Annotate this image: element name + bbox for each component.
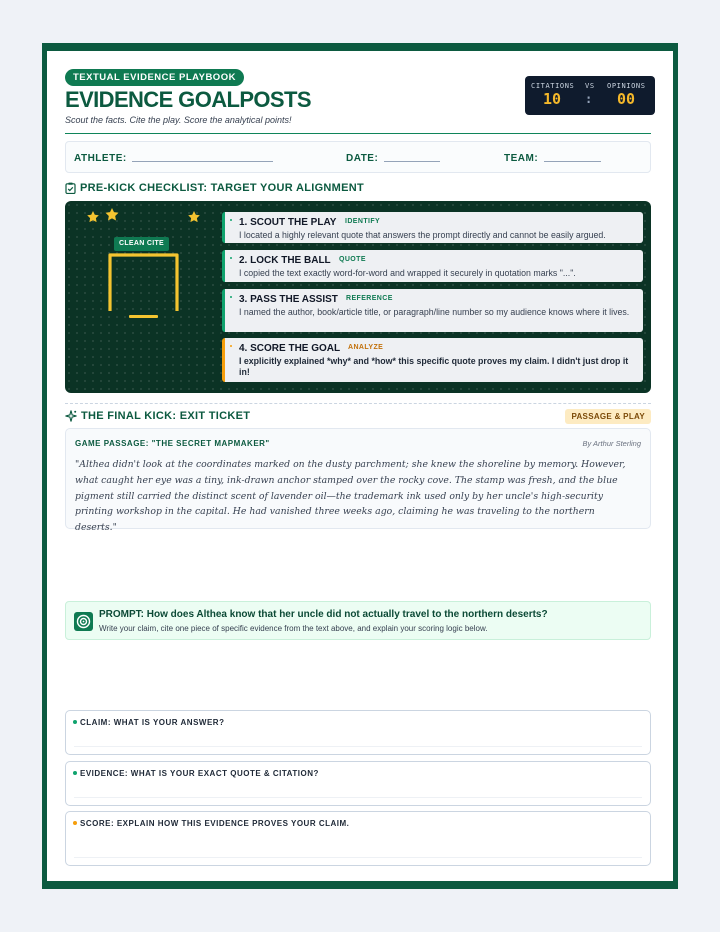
target-icon	[74, 612, 93, 631]
evidence-dot	[73, 771, 77, 775]
claim-label: CLAIM: WHAT IS YOUR ANSWER?	[80, 718, 225, 727]
page-title: EVIDENCE GOALPOSTS	[65, 87, 311, 112]
star-icon	[87, 211, 99, 222]
step-description: I named the author, book/article title, or paragraph/line number so my audience knows where it lives.	[239, 307, 630, 317]
checklist-step-1[interactable]	[222, 212, 643, 243]
score-dot	[73, 821, 77, 825]
checklist-heading-text: PRE-KICK CHECKLIST: TARGET YOUR ALIGNMENT	[80, 182, 365, 194]
opinions-label: OPINIONS	[607, 82, 646, 90]
evidence-answer-box[interactable]	[65, 761, 651, 806]
step-title: 2. LOCK THE BALL	[239, 255, 331, 266]
goalpost-illustration	[65, 201, 217, 393]
answer-line	[74, 746, 642, 747]
step-dot	[230, 345, 232, 347]
step-tag: REFERENCE	[346, 295, 393, 302]
citations-score: 10	[543, 90, 562, 108]
evidence-label: EVIDENCE: WHAT IS YOUR EXACT QUOTE & CITATION?	[80, 769, 319, 778]
header-divider	[65, 133, 651, 134]
checklist-step-3[interactable]	[222, 289, 643, 332]
answer-line	[74, 797, 642, 798]
worksheet-page	[47, 51, 673, 881]
page-subtitle: Scout the facts. Cite the play. Score the analytical points!	[65, 115, 292, 125]
step-dot	[230, 219, 232, 221]
section-divider	[65, 403, 651, 404]
athlete-label: ATHLETE:	[74, 153, 127, 164]
date-label: DATE:	[346, 153, 379, 164]
star-icon	[106, 208, 119, 221]
game-passage-card	[65, 428, 651, 534]
opinions-score: 00	[617, 90, 636, 108]
pitch-panel	[65, 201, 651, 393]
step-tag: ANALYZE	[348, 344, 384, 351]
checklist-step-4[interactable]	[222, 338, 643, 382]
score-label: SCORE: EXPLAIN HOW THIS EVIDENCE PROVES YOUR CLAIM.	[80, 819, 350, 828]
citations-label: CITATIONS	[531, 82, 575, 90]
step-dot	[230, 257, 232, 259]
step-description: I located a highly relevant quote that answers the prompt directly and cannot be easily argued.	[239, 230, 606, 240]
step-title: 4. SCORE THE GOAL	[239, 343, 341, 354]
step-tag: IDENTIFY	[345, 218, 381, 225]
team-field[interactable]	[544, 161, 601, 162]
step-dot	[230, 296, 232, 298]
clipboard-check-icon	[65, 182, 76, 194]
sparkle-icon	[65, 410, 77, 422]
exit-ticket-heading	[65, 410, 250, 422]
prompt-box	[65, 601, 651, 640]
prompt-question: PROMPT: How does Althea know that her uncle did not actually travel to the northern deserts?	[99, 609, 548, 620]
worksheet-frame	[42, 43, 678, 889]
score-answer-box[interactable]	[65, 811, 651, 866]
date-field[interactable]	[384, 161, 440, 162]
step-description: I copied the text exactly word-for-word and wrapped it securely in quotation marks "...".	[239, 268, 576, 278]
athlete-info-row	[65, 141, 651, 173]
claim-dot	[73, 720, 77, 724]
answer-line	[74, 857, 642, 858]
step-description: I explicitly explained *why* and *how* this specific quote proves my claim. I didn't just drop it in!	[239, 356, 629, 377]
vs-label: VS	[585, 82, 595, 90]
checklist-heading	[65, 182, 364, 194]
playbook-pill: TEXTUAL EVIDENCE PLAYBOOK	[65, 69, 244, 86]
passage-author: By Arthur Sterling	[582, 439, 641, 448]
star-icon	[188, 211, 200, 222]
score-separator: :	[585, 92, 593, 106]
prompt-instructions: Write your claim, cite one piece of specific evidence from the text above, and explain your scoring logic below.	[99, 624, 488, 633]
athlete-field[interactable]	[132, 161, 273, 162]
claim-answer-box[interactable]	[65, 710, 651, 755]
passage-title: GAME PASSAGE: "THE SECRET MAPMAKER"	[75, 439, 270, 448]
step-tag: QUOTE	[339, 256, 366, 263]
step-title: 1. SCOUT THE PLAY	[239, 217, 337, 228]
scoreboard	[525, 76, 655, 115]
passage-text: "Althea didn't look at the coordinates marked on the dusty parchment; she knew the shoreline by memory. However, what caught her eye was a tiny, ink-drawn anchor stamped over the rocky cove. The stamp was fresh, and the blue pigment still carried the distinct scent of lavender oil—the trademark ink used only by her uncle's high-security printing workshop in the capital. He had vanished three weeks ago, claiming he was traveling to the northern deserts."	[75, 459, 626, 534]
checklist-step-2[interactable]	[222, 250, 643, 282]
exit-ticket-heading-text: THE FINAL KICK: EXIT TICKET	[81, 410, 251, 422]
step-title: 3. PASS THE ASSIST	[239, 294, 338, 305]
clean-cite-badge: CLEAN CITE	[114, 237, 169, 251]
passage-play-badge: PASSAGE & PLAY	[565, 409, 651, 424]
team-label: TEAM:	[504, 153, 539, 164]
